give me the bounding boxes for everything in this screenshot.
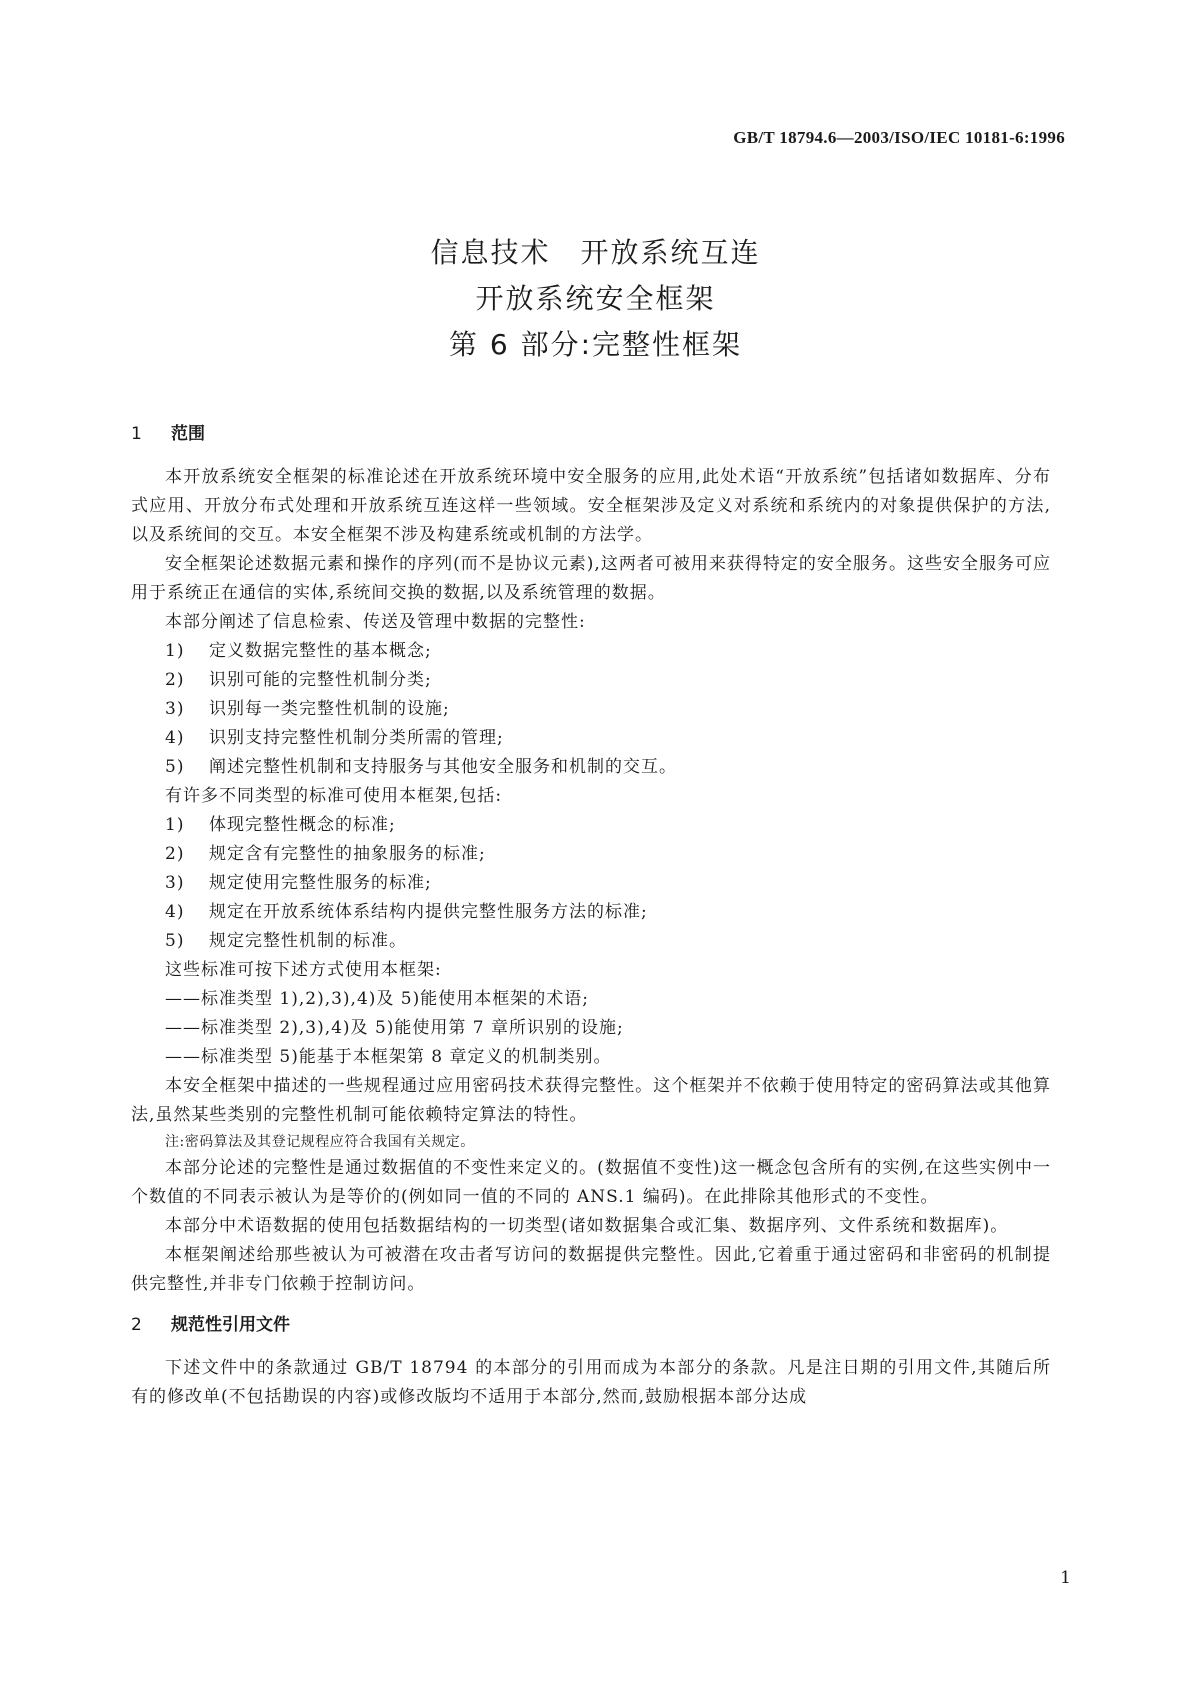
title-line-1b: 开放系统互连 xyxy=(580,236,761,269)
paragraph: 本部分中术语数据的使用包括数据结构的一切类型(诸如数据集合或汇集、数据序列、文件系统和数据库)。 xyxy=(165,1216,1009,1236)
list-marker: 5) xyxy=(165,757,185,777)
paragraph: 这些标准可按下述方式使用本框架: xyxy=(165,960,442,980)
list-item xyxy=(131,811,1051,840)
title-line-3: 第 6 部分:完整性框架 xyxy=(448,328,743,361)
list-text: 识别每一类完整性机制的设施; xyxy=(209,699,450,719)
list-text: 规定完整性机制的标准。 xyxy=(209,931,407,951)
list-marker: 3) xyxy=(165,699,185,719)
title-line-2: 开放系统安全框架 xyxy=(475,282,716,315)
list-item xyxy=(131,637,1051,666)
dash-list-item: ——标准类型 1),2),3),4)及 5)能使用本框架的术语; xyxy=(165,989,589,1009)
paragraph: 安全框架论述数据元素和操作的序列(而不是协议元素),这两者可被用来获得特定的安全服务。这些安全服务可应用于系统正在通信的实体,系统间交换的数据,以及系统管理的数据。 xyxy=(131,554,1051,603)
page-number: 1 xyxy=(1060,1568,1071,1588)
paragraph: 本安全框架中描述的一些规程通过应用密码技术获得完整性。这个框架并不依赖于使用特定的密码算法或其他算法,虽然某些类别的完整性机制可能依赖特定算法的特性。 xyxy=(131,1076,1051,1125)
list-marker: 4) xyxy=(165,728,185,748)
list-marker: 5) xyxy=(165,931,185,951)
section-2-heading xyxy=(131,1311,1051,1340)
title-line-1 xyxy=(0,230,1191,276)
paragraph: 下述文件中的条款通过 GB/T 18794 的本部分的引用而成为本部分的条款。凡是注日期的引用文件,其随后所有的修改单(不包括勘误的内容)或修改版均不适用于本部分,然而,鼓励根据本部分达成 xyxy=(131,1358,1051,1407)
list-item xyxy=(131,898,1051,927)
section-number: 2 xyxy=(131,1315,142,1335)
list-text: 定义数据完整性的基本概念; xyxy=(209,641,432,661)
list-marker: 2) xyxy=(165,670,185,690)
list-text: 阐述完整性机制和支持服务与其他安全服务和机制的交互。 xyxy=(209,757,677,777)
paragraph: 本部分论述的完整性是通过数据值的不变性来定义的。(数据值不变性)这一概念包含所有的实例,在这些实例中一个数值的不同表示被认为是等价的(例如同一值的不同的 ANS.1 编码)。在此排除其他形式的不变性。 xyxy=(131,1158,1051,1207)
list-item xyxy=(131,695,1051,724)
list-text: 体现完整性概念的标准; xyxy=(209,815,396,835)
list-item xyxy=(131,927,1051,956)
list-item xyxy=(131,869,1051,898)
list-text: 识别支持完整性机制分类所需的管理; xyxy=(209,728,504,748)
title-line-1a: 信息技术 xyxy=(430,236,551,269)
paragraph: 本开放系统安全框架的标准论述在开放系统环境中安全服务的应用,此处术语“开放系统”包括诸如数据库、分布式应用、开放分布式处理和开放系统互连这样一些领域。安全框架涉及定义对系统和系统内的对象提供保护的方法,以及系统间的交互。本安全框架不涉及构建系统或机制的方法学。 xyxy=(131,467,1051,545)
section-title: 范围 xyxy=(171,424,205,444)
list-marker: 1) xyxy=(165,815,185,835)
list-item xyxy=(131,840,1051,869)
list-text: 识别可能的完整性机制分类; xyxy=(209,670,432,690)
paragraph: 有许多不同类型的标准可使用本框架,包括: xyxy=(165,786,503,806)
section-title: 规范性引用文件 xyxy=(171,1315,290,1335)
paragraph: 本部分阐述了信息检索、传送及管理中数据的完整性: xyxy=(165,612,586,632)
list-marker: 4) xyxy=(165,902,185,922)
list-text: 规定在开放系统体系结构内提供完整性服务方法的标准; xyxy=(209,902,648,922)
standard-code: GB/T 18794.6—2003/ISO/IEC 10181-6:1996 xyxy=(733,128,1065,147)
section-number: 1 xyxy=(131,424,142,444)
list-item xyxy=(131,724,1051,753)
list-marker: 2) xyxy=(165,844,185,864)
list-marker: 1) xyxy=(165,641,185,661)
paragraph: 本框架阐述给那些被认为可被潜在攻击者写访问的数据提供完整性。因此,它着重于通过密码和非密码的机制提供完整性,并非专门依赖于控制访问。 xyxy=(131,1245,1051,1294)
document-body xyxy=(131,420,1051,1412)
list-item xyxy=(131,666,1051,695)
list-marker: 3) xyxy=(165,873,185,893)
document-title xyxy=(0,230,1191,368)
list-text: 规定含有完整性的抽象服务的标准; xyxy=(209,844,486,864)
note: 注:密码算法及其登记规程应符合我国有关规定。 xyxy=(165,1134,475,1150)
dash-list-item: ——标准类型 5)能基于本框架第 8 章定义的机制类别。 xyxy=(165,1047,612,1067)
list-text: 规定使用完整性服务的标准; xyxy=(209,873,432,893)
list-item xyxy=(131,753,1051,782)
section-1-heading xyxy=(131,420,1051,449)
dash-list-item: ——标准类型 2),3),4)及 5)能使用第 7 章所识别的设施; xyxy=(165,1018,624,1038)
